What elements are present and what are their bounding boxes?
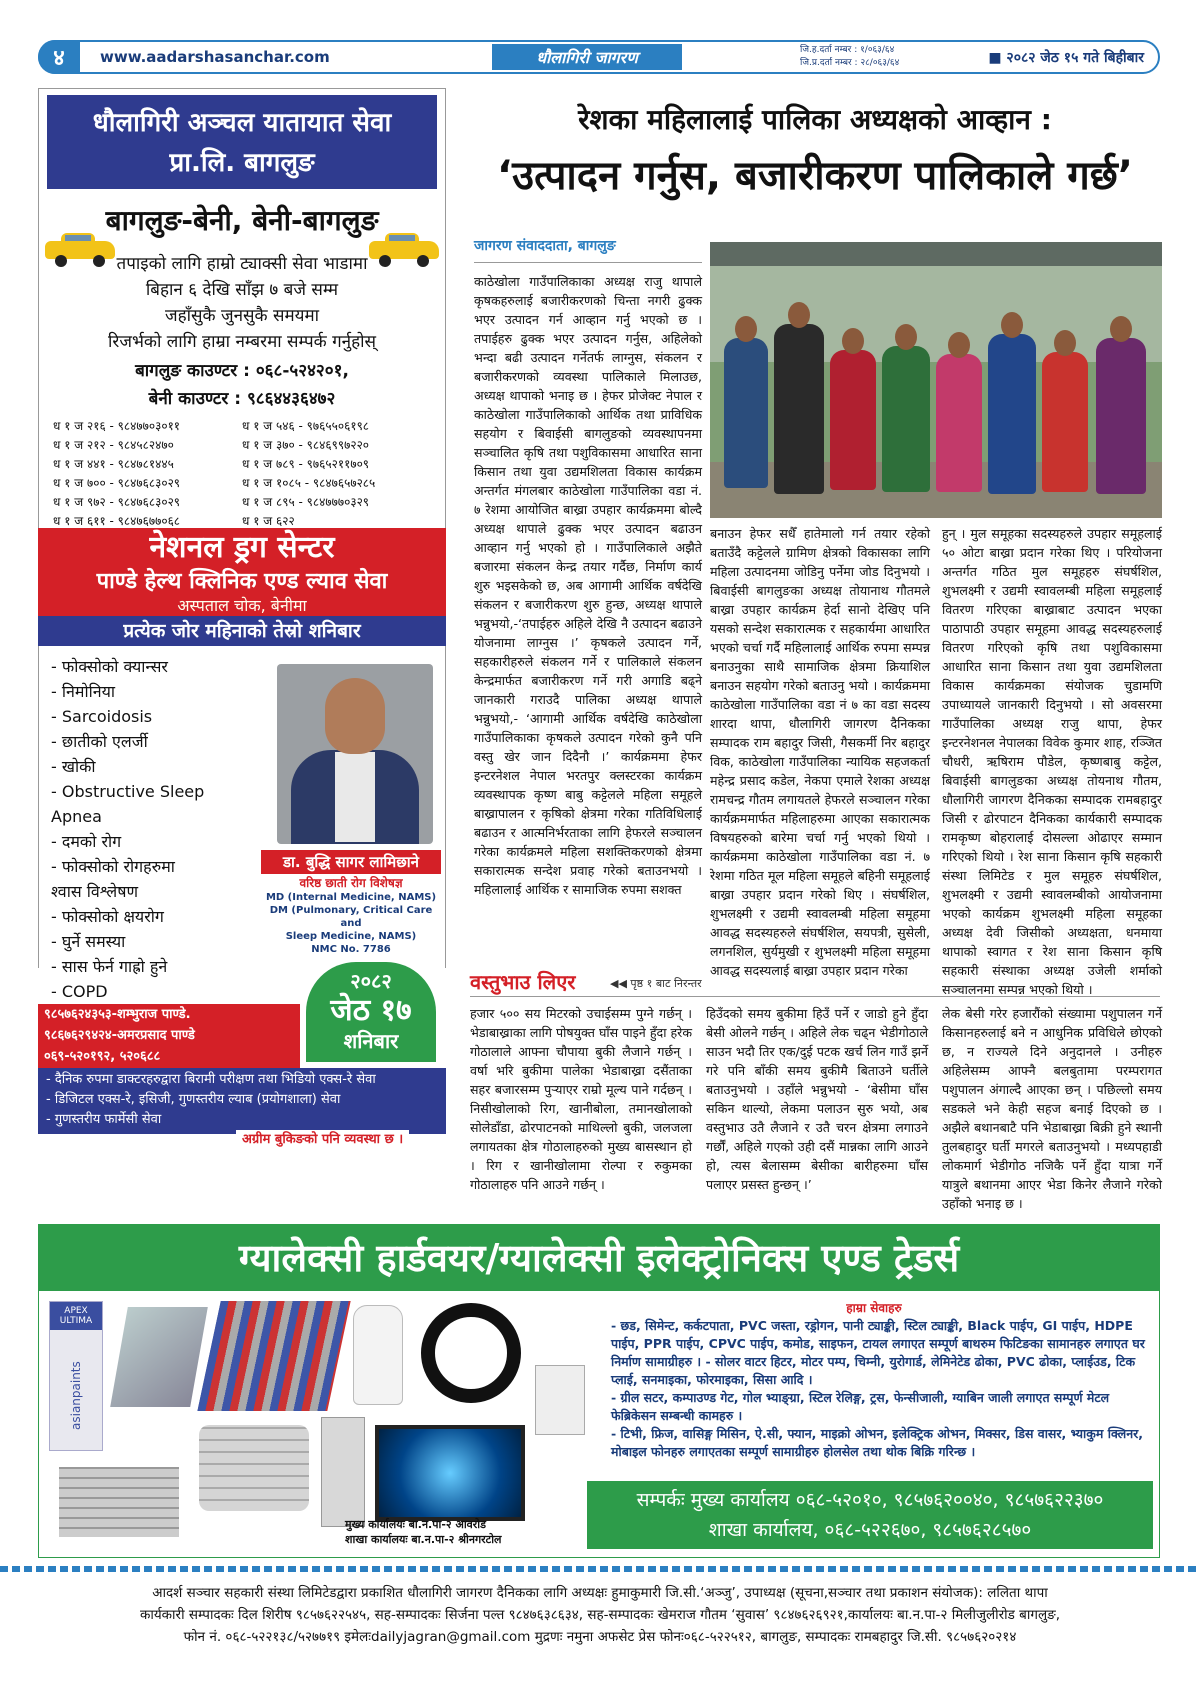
clinic-ad [38,528,446,1147]
roofing-sheets-icon [197,1301,350,1411]
doctor-name: डा. बुद्धि सागर लामिछाने [261,850,441,874]
article-column: हिउँदको समय बुकीमा हिउँ पर्ने र जाडो हुने हुँदा बेसी ओलने गर्छन् । अहिले लेक चढ्न भेडीगोठाले साउन भदौ तिर एक/दुई पटक खर्च लिन गाउँ झर्ने गरे पनि बाँकी समय बुकीमै बिताउने घर्तीले बताउनुभयो । उहाँले भन्नुभयो - ‘बेसीमा घाँस सकिन थाल्यो, लेकमा पलाउन सुरु भयो, अब वस्तुभाउ उतै लैजाने र उतै चरन क्षेत्रमा लगाउने गर्छौं, अहिले गएको उही दसैं मान्नका लागि आउने हो, त्यस बेलासम्म बेसीका बारीहरुमा घाँस पलाएर प्रसस्त हुन्छन् ।’ [706,1006,928,1192]
address-line: शाखा कार्यालयः बा.न.पा-२ श्रीनगरटोल [345,1533,502,1546]
taxi-number: ध १ ज ६११ - ९८४७६७७०६८ [53,514,181,528]
headline-kicker: रेशका महिलालाई पालिका अध्यक्षको आव्हान : [578,103,1052,136]
masthead-logo: धौलागिरी जागरण [492,44,682,70]
taxi-number: ध १ ज ५४६ - ९७६५५०६१९८ [242,419,370,433]
date-day: जेठ १७ [330,993,412,1028]
article-column: हुन् । मुल समूहका सदस्यहरुले उपहार समूहलाई ५० ओटा बाख्रा प्रदान गरेका थिए । परियोजना अन्तर्गत गठित मुल समूहहरु संघर्षशिल, शुभलक्ष्मी र उद्यमी स्वावलम्बी महिला समूहलाई वितरण गरिएका बाख्राबाट उत्पादन भएका पाठापाठी उपहार समूहमा आवद्ध सदस्यहरुलाई वितरण गरिएको कृषि तथा पशुविकासमा आधारित साना किसान तथा युवा उद्यमशिलता विकास कार्यक्रमका संयोजक चुडामणि उपाध्यायले जानकारी दिनुभयो । सो अवसरमा गाउँपालिका अध्यक्ष राजु थापा, हेफर इन्टरनेशनल नेपालका विवेक कुमार शाह, रञ्जित चौधरी, ऋषिराम पौडेल, कृष्णबाबु कट्टेल, बिवाईसी बागलुङका अध्यक्ष तोयनाथ गौतम, धौलागिरी जागरण दैनिकका सम्पादक रामबहादुर जिसी र ढोरपाटन दैनिकका कार्यकारी सम्पादक रामकृष्ण बोहरालाई दोसल्ला ओढाएर सम्मान गरिएको थियो । रेश साना किसान कृषि सहकारी संस्था लिमिटेड र मुल समूहरु संघर्षशिल, शुभलक्ष्मी र उद्यमी स्वावलम्बीको आयोजनामा भएको कार्यक्रम शुभलक्ष्मी महिला समूहका अध्यक्ष देवी जिसीको अध्यक्षता, धनमाया थापाको स्वागत र रेश साना किसान कृषि सहकारी संस्थाका अध्यक्ष उजेली शर्माको सञ्चालनमा सम्पन्न भएको थियो । [942,526,1162,997]
article-column: काठेखोला गाउँपालिकाका अध्यक्ष राजु थापाले कृषकहरुलाई बजारीकरणको चिन्ता नगरी ढुक्क भएर उत्पादन गर्न आव्हान गर्नु भएको छ । तपाईहरु ढुक्क भएर उत्पादन गर्नुस, अहिलेको भन्दा बढी उत्पादन गर्नेतर्फ लाग्नुस, संकलन र बजारीकरणको व्यवस्था पालिकाले मिलाउछ, अध्यक्ष थापाको भनाइ छ । हेफर प्रोजेक्ट नेपाल र काठेखोला गाउँपालिकाको आर्थिक तथा प्राविधिक सहयोग र बिवाईसी बागलुङको व्यवस्थापनमा सञ्चालित कृषि तथा पशुविकासमा आधारित साना किसान तथा युवा उद्यमशिलता विकास कार्यक्रम अन्तर्गत मंगलबार काठेखोला गाउँपालिका वडा नं. ७ रेशमा आयोजित बाख्रा उपहार कार्यक्रममा बोल्दै अध्यक्ष थापाले ढुक्क भएर उत्पादन बढाउन आव्हान गर्नु भएको हो । गाउँपालिकाले अझैते बजारमा संकलन केन्द्र तयार गर्दैछ, निर्माण कार्य शुरु भइसकेको छ, अब आगामी आर्थिक वर्षदेखि संकलन र बजारीकरण शुरु हुन्छ, अध्यक्ष थापाले भन्नुभयो,-‘तपाईहरु अहिले देखि नै उत्पादन बढाउने योजनामा लाग्नुस ।’ कृषकले उत्पादन गर्ने, सहकारीहरुले संकलन गर्ने र पालिकाले संकलन केन्द्रमार्फत बजारीकरण गर्ने गरी अगाडि बढ्ने जानकारी गराउदै पालिका अध्यक्ष थापाले भन्नुभयो,- ‘आगामी आर्थिक वर्षदेखि काठेखोला गाउँपालिकाका कृषकले उत्पादन गरेको कुनै पनि वस्तु खेर जान दिदैनौ ।’ कार्यक्रममा हेफर इन्टरनेशल नेपाल भरतपुर क्लस्टरका कार्यक्रम व्यवस्थापक कृष्ण बाबु कट्टेलले महिला समूहले बाख्रापालन र कृषिको क्षेत्रमा गरेका गतिविधिलाई बढाउन र आत्मनिर्भरताका लागि हेफरले सञ्चालन गरेका कार्यक्रमले महिला सशक्तिकरणको क्षेत्रमा सकारात्मक सन्देश प्रवाह गरेको बताउनभयो । महिलालाई आर्थिक र सामाजिक रुपमा सशक्त [474,274,702,897]
transport-ad-title [47,95,437,189]
imprint-line: फोन नं. ०६८-५२२१३८/५२७७१९ इमेलःdailyjagran@gmail.com मुद्रणः नमुना अफसेट प्रेस फोनः०६८-५२२५१२, बागलुङ, सम्पादकः रामबहादुर जि.सी. ९८५७६२०२१४ [183,1629,1017,1645]
doctor-title: वरिष्ठ छाती रोग विशेषज्ञ [299,876,403,890]
booking-note: अग्रीम बुकिङको पनि व्यवस्था छ । [236,1130,409,1150]
paint-brand: APEX ULTIMA [50,1302,102,1330]
date-year: २०८२ [350,969,392,993]
condition-item: - फोक्सोको क्यान्सर [51,657,168,676]
clinic-title: नेशनल ड्रग सेन्टर [149,530,335,565]
transport-info-line: बिहान ६ देखि साँझ ७ बजे सम्म [145,280,339,300]
paint-maker: asianpaints [69,1361,83,1430]
taxi-number: ध १ ज २१२ - ९८४५८२४७० [53,438,174,452]
clinic-services [38,1068,446,1147]
divider [474,262,702,263]
condition-item: - सास फेर्न गाह्रो हुने [51,957,168,976]
condition-item: श्वास विश्लेषण [51,882,139,901]
taxi-number: ध १ ज २१६ - ९८४७७०३०११ [53,419,181,433]
clinic-service: - दैनिक रुपमा डाक्टरहरुद्वारा बिरामी परीक्षण तथा भिडियो एक्स-रे सेवा [46,1072,376,1087]
hardware-ad [38,1224,1160,1558]
doctor-qualification: Sleep Medicine, NAMS) [285,931,417,942]
clinic-date-badge [306,962,436,1062]
address-line: मुख्य कार्यालयः बा.न.पा-२ आवरोड [345,1518,487,1531]
condition-item: - छातीको एलर्जी [51,732,148,751]
water-tank-icon [199,1425,309,1511]
hardware-ad-title: ग्यालेक्सी हार्डवयर/ग्यालेक्सी इलेक्ट्रोनिक्स एण्ड ट्रेडर्स [39,1225,1159,1291]
transport-route: बागलुङ-बेनी, बेनी-बागलुङ [105,204,379,237]
counter-phone: बेनी काउण्टर : ९८६४४३६४७२ [148,389,336,409]
condition-item: - घुर्ने समस्या [51,932,126,951]
imprint-line: आदर्श सञ्चार सहकारी संस्था लिमिटेडद्वारा प्रकाशित धौलागिरी जागरण दैनिकका लागि अध्यक्षः हुमाकुमारी जि.सी.‘अञ्जु’, उपाध्यक्ष (सूचना,सञ्चार तथा प्रकाशन संयोजक): ललिता थापा [152,1585,1048,1601]
clinic-ad-header [38,528,446,616]
fridge-icon [321,1417,365,1527]
registration-info [800,44,899,70]
condition-item: - फोक्सोको रोगहरुमा [51,857,175,876]
doctor-qualification: NMC No. 7786 [311,944,391,955]
imprint [40,1582,1160,1648]
services-list [611,1317,1151,1461]
continued-note: ◀◀ पृष्ठ १ बाट निरन्तर [610,977,702,990]
article-column: हजार ५०० सय मिटरको उचाईसम्म पुग्ने गर्छन् । भेडाबाख्राका लागि पोषयुक्त घाँस पाइने हुँदा हरेक गोठालाले आफ्ना चौपाया बुकी लैजाने गर्छन् । वर्षा भरि बुकीमा पालेका भेडाबाख्रा दसैंताका सहर बजारसम्म पुऱ्याएर राम्रो मूल्य पाने गर्दछन् । निसीखोलाको रिग, खानीबोला, तमानखोलाको सोलेडाँडा, ढोरपाटनको माथिल्लो बुकी, जलजला लगायतका क्षेत्र गोठालाहरुको मुख्य बासस्थान हो । रिग र खानीखोलामा रोल्पा र रुकुमका गोठालाहरु पनि आउने गर्छन् । [470,1006,692,1192]
taxi-number: ध १ ज ८९५ - ९८४७७७०३२९ [242,495,370,509]
page-number: ४ [38,40,80,74]
clinic-contact: ०६९-५२०१९२, ५२०६८८ [44,1049,161,1064]
issue-date: ■ २०८२ जेठ १५ गते बिहीबार [988,50,1144,66]
condition-item: - खोकी [51,757,96,776]
service-item: - छड, सिमेन्ट, कर्कटपाता, PVC जस्ता, रड्रोगन, पानी ट्याङ्की, स्टिल ट्याङ्की, Black पाईप, GI पाईप, HDPE पाईप, PPR पाईप, CPVC पाईप, कमोड, साइफन, टायल लगाएत सम्पूर्ण बाथरुम फिटिङका सामानहरु लगाएत घर निर्माण सामाग्रीहरु । - सोलर वाटर हिटर, मोटर पम्प, चिम्नी, युरोगार्ड, लेमिनेटेड ढोका, PVC ढोका, प्लाईउड, टिक प्लाई, सनमाइका, फोरमाइका, सिसा आदि । [611,1318,1145,1387]
condition-item: - COPD [51,982,108,1001]
doctor-info [261,850,441,956]
solar-heater-icon [110,1307,208,1407]
clinic-contact: ९८६७६२९४२४-अमरप्रसाद पाण्डे [44,1028,195,1043]
event-photo [710,242,1162,518]
clinic-contact: ९८५७६२४३५३-शम्भुराज पाण्डे. [44,1007,191,1022]
taxi-number: ध १ ज ४४१ - ९८४७८१४४५ [53,457,174,471]
article-column: लेक बेसी गरेर हजारौंको संख्यामा पशुपालन गर्ने किसानहरुलाई बने न आधुनिक प्रविधिले छोएको छ, न राज्यले दिने अनुदानले । उनीहरु अहिलेसम्म आफ्नै बलबुतामा परम्परागत पशुपालन अंगाल्दै आएका छन् । पछिल्लो समय सडकले भने केही सहज बनाई दिएको छ । अझैले बथानबाटै पनि भेडाबाख्रा बिक्री हुने स्थानी तुलबहादुर घर्ती मगरले बताउनुभयो । मध्यपहाडी लोकमार्ग भेडीगोठ नजिकै पर्ने हुँदा यात्रा गर्ने यात्रुले बथानमा आएर भेडा किनेर लैजाने गरेको उहाँको भनाइ छ । [942,1006,1162,1211]
clinic-subtitle: पाण्डे हेल्थ क्लिनिक एण्ड ल्याव सेवा [96,569,388,594]
clinic-contacts [38,1004,300,1068]
doctor-qualification: DM (Pulmonary, Critical Care and [269,905,433,929]
contact-line: शाखा कार्यालय, ०६८-५२२६७०, ९८५७६२८५७० [708,1519,1032,1541]
website-link[interactable]: www.aadarshasanchar.com [100,48,330,66]
taxi-icon [45,231,115,265]
condition-item: - Sarcoidosis [51,707,153,726]
taxi-number: ध १ ज ७०० - ९८४७६८३०२९ [53,476,181,490]
toilet-icon [353,1305,403,1405]
registration-line: जि.प्र.दर्ता नम्बर : २८/०६३/६४ [800,58,900,68]
taxi-icon [369,231,439,265]
taxi-number: ध १ ज ३७० - ९८४६९९७२२० [242,438,370,452]
washing-machine-icon [535,1365,585,1435]
taxi-number: ध १ ज १०८५ - ९८४७६५७२८५ [242,476,376,490]
section-heading: वस्तुभाउ लिएर [470,970,576,994]
service-item: - ग्रील सटर, कम्पाउण्ड गेट, गोल भ्याङ्ग्रा, स्टिल रेलिङ्ग, ट्रस, फेन्सीजाली, ग्याबिन जाली लगाएत सम्पूर्ण मेटल फेब्रिकेसन सम्बन्धी कामहरु । [611,1390,1110,1423]
conditions-list [51,654,204,1004]
condition-item: - निमोनिया [51,682,116,701]
clinic-service: - डिजिटल एक्स-रे, इसिजी, गुणस्तरीय ल्याब (प्रयोगशाला) सेवा [46,1092,341,1107]
taxi-number: ध १ ज ६२२ [242,514,295,528]
service-item: - टिभी, फ्रिज, वासिङ्ग मिसिन, ऐ.सी, फ्यान, माइक्रो ओभन, इलेक्ट्रिक ओभन, मिक्सर, डिस वासर, भ्याकुम क्लिनर, मोबाइल फोनहरु लगाएतका सम्पूर्ण सामाग्रीहरु होलसेल तथा थोक बिक्रि गरिन्छ । [611,1426,1144,1459]
contact-line: सम्पर्कः मुख्य कार्यालय ०६८-५२०१०, ९८५७६२००४०, ९८५७६२२३७० [636,1489,1104,1511]
clinic-schedule-band: प्रत्येक जोर महिनाको तेस्रो शनिबार [38,616,446,646]
counter-phone: बागलुङ काउण्टर : ०६८-५२४२०१, [135,361,349,381]
transport-ad-title-line: प्रा.लि. बागलुङ [169,148,315,178]
article-column: बनाउन हेफर सधैँ हातेमालो गर्न तयार रहेको बताउँदै कट्टेलले ग्रामिण क्षेत्रको विकासका लागि महिला उत्पादनमा जोडिनु पर्नेमा जोड दिनुभयो । बिवाईसी बागलुङका अध्यक्ष तोयानाथ गौतमले बाख्रा उपहार कार्यक्रम हेर्दा सानो देखिए पनि यसको सन्देश सकारात्मक र सहकार्यमा आधारित भएको चर्चा गर्दै महिलालाई आर्थिक रुपमा सम्पन्न बनाउनुका साथै सामाजिक क्षेत्रमा क्रियाशिल बनाउन सहयोग गरेको बताउनु भयो । कार्यक्रममा काठेखोला गाउँपालिका वडा नं ७ का वडा सदस्य शारदा थापा, धौलागिरी जागरण दैनिकका सम्पादक राम बहादुर जिसी, गैसकर्मी निर बहादुर विक, काठेखोला गाउँपालिका न्यायिक सहजकर्ता महेन्द्र प्रसाद कडेल, नेकपा एमाले रेशका अध्यक्ष रामचन्द्र गौतम लगायतले हेफरले सञ्चालन गरेका कार्यक्रममार्फत महिलाहरुमा आएका सकारात्मक विषयहरुको बारेमा चर्चा गर्नु भएको थियो । कार्यक्रममा काठेखोला गाउँपालिका वडा नं. ७ रेशमा गठित मूल महिला समूहले बहिनी समूहलाई बाख्रा उपहार प्रदान गरेको थिए । संघर्षशिल, शुभलक्ष्मी र उद्यमी स्वावलम्बी महिला समूहमा आवद्ध सदस्यहरुले संघर्षशिल, सयपत्री, सुसेली, लगनशिल, सुर्यमुखी र शुभलक्ष्मी महिला समूहमा आवद्ध सदस्यलाई बाख्रा उपहार प्रदान गरेका [710,526,930,978]
hardware-contact [587,1481,1153,1549]
headline-main: ‘उत्पादन गर्नुस, बजारीकरण पालिकाले गर्छ’ [496,153,1133,199]
page-header [38,40,1160,74]
product-images [49,1301,589,1547]
condition-item: - Obstructive Sleep [51,782,205,801]
condition-item: Apnea [51,807,102,826]
byline: जागरण संवाददाता, बागलुङ [474,238,616,254]
condition-item: - फोक्सोको क्षयरोग [51,907,164,926]
footer-divider [0,1566,1200,1572]
transport-info-line: तपाइको लागि हाम्रो ट्याक्सी सेवा भाडामा [116,254,368,274]
imprint-line: कार्यकारी सम्पादकः दिल शिरीष ९८५७६२२५४५, सह-सम्पादकः सिर्जना पल्त ९८४७६३८६३४, सह-सम्पादकः खेमराज गौतम ‘सुवास’ ९८४७६२६९२१,कार्यालयः बा.न.पा-२ मिलीजुलीरोड बागलुङ, [139,1607,1061,1623]
hardware-address [345,1517,502,1547]
doctor-qualification: MD (Internal Medicine, NAMS) [265,892,437,903]
tv-icon [375,1425,525,1521]
condition-item: - दमको रोग [51,832,122,851]
clinic-service: - गुणस्तरीय फार्मेसी सेवा [46,1112,162,1127]
pipe-coil-icon [421,1303,521,1403]
transport-info-line: रिजर्भको लागि हाम्रा नम्बरमा सम्पर्क गर्नुहोस् [107,332,377,352]
registration-line: जि.ह.दर्ता नम्बर : १/०६३/६४ [800,45,895,55]
transport-ad [38,88,446,556]
steel-pipes-icon [59,1467,179,1537]
taxi-number: ध १ ज ७८९ - ९७६५२११७०९ [242,457,370,471]
services-title: हाम्रा सेवाहरु [846,1301,902,1315]
doctor-photo [277,664,433,844]
date-weekday: शनिबार [343,1029,399,1053]
clinic-location: अस्पताल चोक, बेनीमा [177,596,307,615]
paint-can-icon [49,1301,103,1451]
transport-ad-title-line: धौलागिरी अञ्चल यातायात सेवा [92,108,392,138]
taxi-number: ध १ ज ९७२ - ९८४७६८३०२९ [53,495,181,509]
divider [470,996,1160,997]
transport-info-line: जहाँसुकै जुनसुकै समयमा [164,306,320,326]
